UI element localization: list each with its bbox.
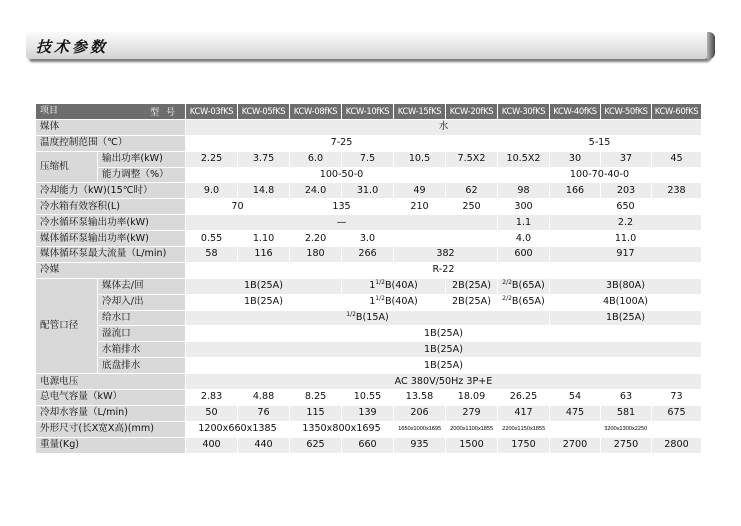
row-label: 媒体循环泵输出功率(kW) bbox=[36, 231, 186, 247]
model-header: KCW-08fKS bbox=[290, 104, 342, 120]
model-header: KCW-03fKS bbox=[186, 104, 238, 120]
row-label: 媒体循环泵最大流量（L/min) bbox=[36, 247, 186, 263]
cell: 675 bbox=[652, 405, 702, 421]
cell: 1B(25A) bbox=[186, 278, 342, 294]
cell: 14.8 bbox=[238, 183, 290, 199]
cell: 30 bbox=[550, 151, 601, 167]
cell: 238 bbox=[652, 183, 702, 199]
cell: 98 bbox=[498, 183, 550, 199]
cell: $1^{1/2}B(40A)$ bbox=[342, 278, 446, 294]
row-label: 温度控制范围（℃） bbox=[36, 135, 186, 151]
table-row bbox=[36, 390, 702, 406]
cell: AC 380V/50Hz 3P+E bbox=[186, 374, 702, 390]
cell: 70 bbox=[186, 199, 290, 215]
cell: 2800 bbox=[652, 437, 702, 453]
model-header: KCW-15fKS bbox=[394, 104, 446, 120]
fraction: 1/2 bbox=[346, 310, 356, 318]
cell: 1B(25A) bbox=[186, 294, 342, 310]
fraction: 2/2 bbox=[502, 279, 512, 287]
cell: 2.25 bbox=[186, 151, 238, 167]
cell: 2B(25A) bbox=[446, 294, 498, 310]
unit: B(65A) bbox=[511, 280, 545, 292]
cell: 1B(25A) bbox=[550, 310, 702, 326]
cell: 279 bbox=[446, 405, 498, 421]
unit: B(40A) bbox=[384, 280, 418, 292]
cell: 625 bbox=[290, 437, 342, 453]
cell bbox=[498, 278, 550, 294]
model-header: KCW-60fKS bbox=[652, 104, 702, 120]
corner-model-label: 型 号 bbox=[150, 108, 177, 118]
cell: 58 bbox=[186, 247, 238, 263]
fraction: 1/2 bbox=[375, 294, 385, 302]
row-label: 总电气容量（kW） bbox=[36, 390, 186, 406]
cell: 4.88 bbox=[238, 390, 290, 406]
cell: 3.0 bbox=[342, 231, 394, 247]
fraction: 2/2 bbox=[502, 294, 512, 302]
cell: 1500 bbox=[446, 437, 498, 453]
cell: 18.09 bbox=[446, 390, 498, 406]
cell: 139 bbox=[342, 405, 394, 421]
cell bbox=[498, 294, 550, 310]
cell: 10.5X2 bbox=[498, 151, 550, 167]
cell: 180 bbox=[290, 247, 342, 263]
cell: 10.55 bbox=[342, 390, 394, 406]
table-row bbox=[36, 247, 702, 263]
cell: 26.25 bbox=[498, 390, 550, 406]
table-header-row bbox=[36, 104, 702, 120]
cell: R-22 bbox=[186, 262, 702, 278]
row-label: 冷媒 bbox=[36, 262, 186, 278]
unit: B(15A) bbox=[355, 312, 389, 324]
cell: 11.0 bbox=[550, 231, 702, 247]
cell: 2000x1100x1855 bbox=[446, 421, 498, 437]
cell: 6.0 bbox=[290, 151, 342, 167]
row-label: 重量(Kg) bbox=[36, 437, 186, 453]
cell: 400 bbox=[186, 437, 238, 453]
table-row bbox=[36, 167, 702, 183]
sub-label: 媒体去/回 bbox=[98, 278, 186, 294]
row-label: 冷却水容量（L/min) bbox=[36, 405, 186, 421]
cell: 100-70-40-0 bbox=[498, 167, 702, 183]
cell: 3200x1300x2250 bbox=[550, 421, 702, 437]
cell: 水 bbox=[186, 119, 702, 135]
table-row bbox=[36, 358, 702, 374]
cell: 7.5X2 bbox=[446, 151, 498, 167]
cell: 135 bbox=[290, 199, 394, 215]
cell: 660 bbox=[342, 437, 394, 453]
table-row bbox=[36, 374, 702, 390]
cell: 1B(25A) bbox=[186, 326, 702, 342]
cell: 917 bbox=[550, 247, 702, 263]
table-row bbox=[36, 183, 702, 199]
cell: — bbox=[186, 215, 498, 231]
cell: 7-25 bbox=[186, 135, 498, 151]
cell: 54 bbox=[550, 390, 601, 406]
cell: 2750 bbox=[601, 437, 652, 453]
cell: 382 bbox=[394, 247, 498, 263]
sub-label: 输出功率(kW) bbox=[98, 151, 186, 167]
row-label: 冷水循环泵输出功率(kW) bbox=[36, 215, 186, 231]
table-row bbox=[36, 294, 702, 310]
cell: 100-50-0 bbox=[186, 167, 498, 183]
row-label: 压缩机 bbox=[36, 151, 98, 183]
cell: 1B(25A) bbox=[186, 358, 702, 374]
cell: 2700 bbox=[550, 437, 601, 453]
cell: 4B(100A) bbox=[550, 294, 702, 310]
cell: 62 bbox=[446, 183, 498, 199]
cell: 31.0 bbox=[342, 183, 394, 199]
cell: 1.1 bbox=[498, 215, 550, 231]
row-label: 冷却能力（kW)(15℃时） bbox=[36, 183, 186, 199]
model-header: KCW-50fKS bbox=[601, 104, 652, 120]
cell: 2B(25A) bbox=[446, 278, 498, 294]
cell: 203 bbox=[601, 183, 652, 199]
sub-label: 水箱排水 bbox=[98, 342, 186, 358]
cell: 581 bbox=[601, 405, 652, 421]
cell: 37 bbox=[601, 151, 652, 167]
cell: 1200x660x1385 bbox=[186, 421, 290, 437]
cell: 5-15 bbox=[498, 135, 702, 151]
cell: 475 bbox=[550, 405, 601, 421]
row-label: 媒体 bbox=[36, 119, 186, 135]
cell bbox=[394, 231, 498, 247]
table-row bbox=[36, 326, 702, 342]
cell: 935 bbox=[394, 437, 446, 453]
cell: 266 bbox=[342, 247, 394, 263]
model-header: KCW-05fKS bbox=[238, 104, 290, 120]
unit: B(40A) bbox=[384, 296, 418, 308]
table-row bbox=[36, 151, 702, 167]
model-header: KCW-10fKS bbox=[342, 104, 394, 120]
cell: 1350x800x1695 bbox=[290, 421, 394, 437]
spec-table bbox=[35, 103, 702, 454]
cell: 3.75 bbox=[238, 151, 290, 167]
cell: 45 bbox=[652, 151, 702, 167]
cell: 63 bbox=[601, 390, 652, 406]
cell: 115 bbox=[290, 405, 342, 421]
section-title: 技术参数 bbox=[36, 38, 109, 56]
cell: 0.55 bbox=[186, 231, 238, 247]
cell: 206 bbox=[394, 405, 446, 421]
cell: 2.83 bbox=[186, 390, 238, 406]
cell: 417 bbox=[498, 405, 550, 421]
fraction: 1/2 bbox=[375, 279, 385, 287]
cell: 1B(25A) bbox=[186, 342, 702, 358]
cell: 10.5 bbox=[394, 151, 446, 167]
cell: 210 bbox=[394, 199, 446, 215]
cell bbox=[186, 310, 550, 326]
sub-label: 给水口 bbox=[98, 310, 186, 326]
row-label: 外形尺寸(长X宽X高)(mm) bbox=[36, 421, 186, 437]
cell: $1^{1/2}B(40A)$ bbox=[342, 294, 446, 310]
cell: 2200x1150x1855 bbox=[498, 421, 550, 437]
sub-label: 能力调整（%） bbox=[98, 167, 186, 183]
cell: 440 bbox=[238, 437, 290, 453]
cell: 1.10 bbox=[238, 231, 290, 247]
sub-label: 冷却入/出 bbox=[98, 294, 186, 310]
sub-label: 底盘排水 bbox=[98, 358, 186, 374]
table-row bbox=[36, 119, 702, 135]
sub-label: 溢流口 bbox=[98, 326, 186, 342]
table-row bbox=[36, 215, 702, 231]
row-label: 冷水箱有效容积(L) bbox=[36, 199, 186, 215]
cell: 4.0 bbox=[498, 231, 550, 247]
cell: 650 bbox=[550, 199, 702, 215]
unit: B(65A) bbox=[511, 296, 545, 308]
cell: 73 bbox=[652, 390, 702, 406]
cell: 24.0 bbox=[290, 183, 342, 199]
corner-item-label: 项目 bbox=[40, 105, 59, 116]
cell: 166 bbox=[550, 183, 601, 199]
cell: 116 bbox=[238, 247, 290, 263]
cell: 13.58 bbox=[394, 390, 446, 406]
table-row bbox=[36, 135, 702, 151]
cell: 49 bbox=[394, 183, 446, 199]
table-row bbox=[36, 262, 702, 278]
cell: 8.25 bbox=[290, 390, 342, 406]
cell: 300 bbox=[498, 199, 550, 215]
table-row bbox=[36, 310, 702, 326]
table-row bbox=[36, 421, 702, 437]
table-row bbox=[36, 231, 702, 247]
table-row bbox=[36, 278, 702, 294]
table-row bbox=[36, 405, 702, 421]
cell: 3B(80A) bbox=[550, 278, 702, 294]
model-header: KCW-20fKS bbox=[446, 104, 498, 120]
cell: 1750 bbox=[498, 437, 550, 453]
table-row bbox=[36, 199, 702, 215]
header-corner-cell bbox=[36, 104, 186, 120]
row-label: 电源电压 bbox=[36, 374, 186, 390]
cell: 50 bbox=[186, 405, 238, 421]
cell: 1650x1000x1695 bbox=[394, 421, 446, 437]
cell: 600 bbox=[498, 247, 550, 263]
table-row bbox=[36, 437, 702, 453]
cell: 250 bbox=[446, 199, 498, 215]
model-header: KCW-40fKS bbox=[550, 104, 601, 120]
row-label: 配管口径 bbox=[36, 278, 98, 373]
cell: 76 bbox=[238, 405, 290, 421]
section-header-bar bbox=[26, 32, 709, 59]
table-row bbox=[36, 342, 702, 358]
cell: 9.0 bbox=[186, 183, 238, 199]
cell: 7.5 bbox=[342, 151, 394, 167]
model-header: KCW-30fKS bbox=[498, 104, 550, 120]
cell: 2.2 bbox=[550, 215, 702, 231]
cell: 2.20 bbox=[290, 231, 342, 247]
